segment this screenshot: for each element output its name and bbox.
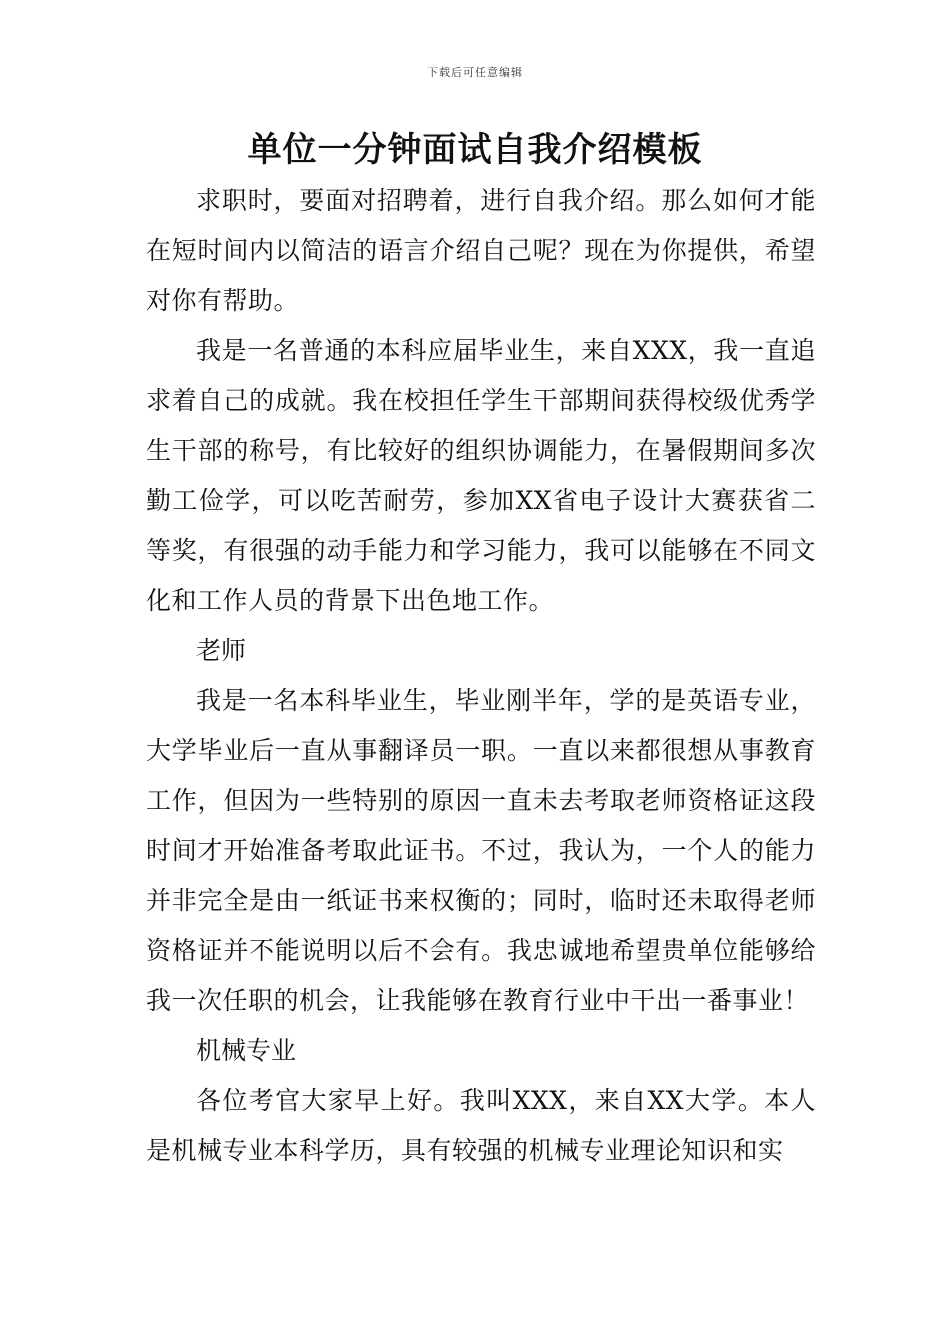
document-title: 单位一分钟面试自我介绍模板 <box>247 130 703 170</box>
paragraph-graduate: 我是一名普通的本科应届毕业生，来自XXX，我一直追求着自己的成就。我在校担任学生干部期间获得校级优秀学生干部的称号，有比较好的组织协调能力，在暑假期间多次勤工俭学，可以吃苦耐劳，参加XX省电子设计大赛获省二等奖，有很强的动手能力和学习能力，我可以能够在不同文化和工作人员的背景下出色地工作。 <box>146 336 816 615</box>
document-body <box>146 176 816 1176</box>
intro-paragraph: 求职时，要面对招聘着，进行自我介绍。那么如何才能在短时间内以简洁的语言介绍自己呢？现在为你提供，希望对你有帮助。 <box>146 186 816 315</box>
paragraph-teacher: 我是一名本科毕业生，毕业刚半年，学的是英语专业，大学毕业后一直从事翻译员一职。一直以来都很想从事教育工作，但因为一些特别的原因一直未去考取老师资格证这段时间才开始准备考取此证书。不过，我认为，一个人的能力并非完全是由一纸证书来权衡的；同时，临时还未取得老师资格证并不能说明以后不会有。我忠诚地希望贵单位能够给我一次任职的机会，让我能够在教育行业中干出一番事业！ <box>146 686 816 1015</box>
paragraph-mechanical: 各位考官大家早上好。我叫XXX，来自XX大学。本人是机械专业本科学历，具有较强的机械专业理论知识和实 <box>146 1086 816 1165</box>
header-note: 下载后可任意编辑 <box>427 66 523 79</box>
heading-teacher: 老师 <box>196 636 247 665</box>
heading-mechanical: 机械专业 <box>196 1036 297 1065</box>
